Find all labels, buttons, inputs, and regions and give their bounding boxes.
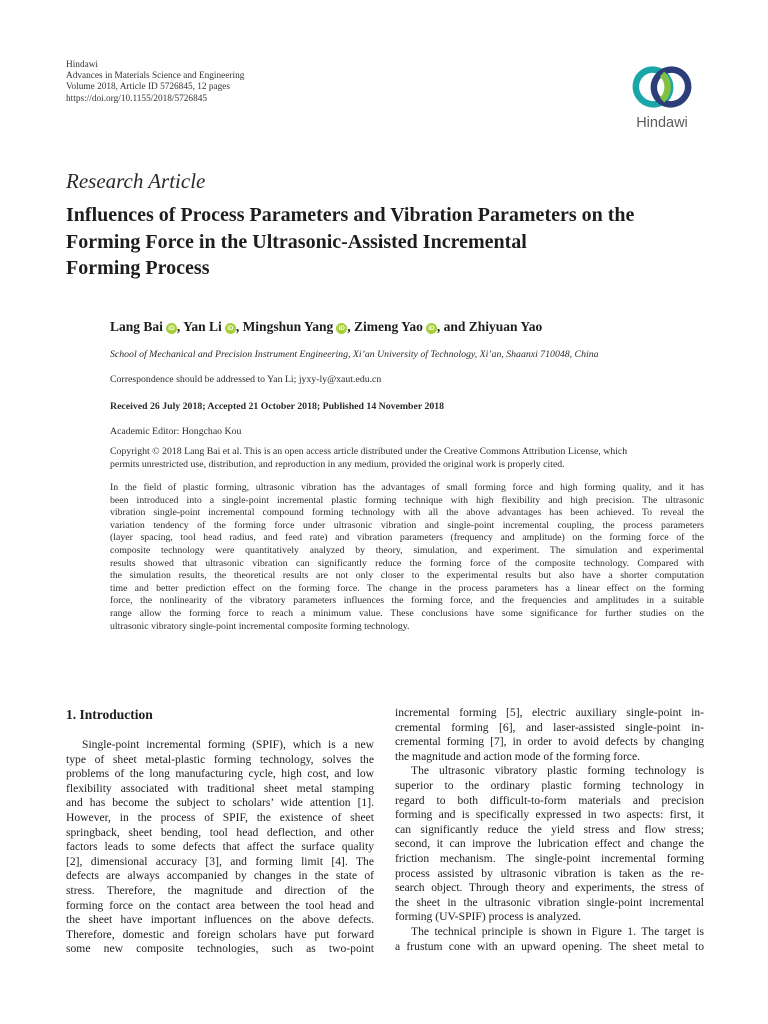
body-line: The ultrasonic vibratory plastic forming technology is bbox=[411, 764, 704, 778]
body-line: Single-point incremental forming (SPIF), which is a new bbox=[82, 738, 374, 751]
body-line: search object. Through theory and experiments, the stress of bbox=[395, 881, 704, 895]
orcid-icon[interactable]: iD bbox=[336, 323, 347, 334]
body-line: [2], dimensional accuracy [3], and forming limit [4]. The bbox=[66, 854, 374, 868]
author-separator: , bbox=[347, 319, 354, 334]
abstract-line: In the field of plastic forming, ultrasonic vibration has the advantages of small forming force and high forming quality, and it has bbox=[110, 482, 704, 493]
body-column-right bbox=[395, 706, 704, 954]
body-line: regard to both difficult-to-form materials and precision bbox=[395, 793, 704, 807]
abstract-line: range allow the forming force to reach a minimum value. These conclusions have some significance for further studies on the bbox=[110, 607, 704, 619]
abstract bbox=[110, 482, 704, 633]
journal-header bbox=[66, 60, 244, 105]
body-line: stress. Therefore, the magnitude and direction of the bbox=[66, 883, 374, 897]
orcid-icon[interactable]: iD bbox=[166, 323, 177, 334]
body-line: cremental forming [7], in order to avoid defects by changing bbox=[395, 735, 704, 749]
volume-info: Volume 2018, Article ID 5726845, 12 pages bbox=[66, 82, 231, 93]
copyright-line: permits unrestricted use, distribution, and reproduction in any medium, provided the original work is properly cited. bbox=[110, 458, 565, 470]
body-line: defects are always accompanied by changes in the state of bbox=[66, 869, 374, 883]
body-line: the sheet in the ultrasonic vibration single-point incremental bbox=[395, 895, 704, 909]
body-line: can significantly reduce the yield stress and flow stress; bbox=[395, 822, 704, 836]
body-line: process assisted by ultrasonic vibration is taken as the re- bbox=[395, 866, 704, 880]
body-line: Therefore, domestic and foreign scholars have put forward bbox=[66, 927, 374, 941]
abstract-line: (layer spacing, tool head radius, and feed rate) and vibration parameters (frequency and amplitude) on the forming force of the bbox=[110, 532, 704, 544]
body-line: and has become the subject to scholars’ wide attention [1]. bbox=[66, 796, 374, 810]
copyright-line: Copyright © 2018 Lang Bai et al. This is an open access article distributed under the Creative Commons Attribution License, which bbox=[110, 446, 628, 457]
author-separator: , bbox=[235, 319, 243, 334]
hindawi-logo bbox=[626, 60, 698, 138]
publisher-name: Hindawi bbox=[66, 60, 99, 70]
publication-dates: Received 26 July 2018; Accepted 21 October 2018; Published 14 November 2018 bbox=[110, 401, 445, 412]
body-line: incremental forming [5], electric auxiliary single-point in- bbox=[395, 706, 704, 719]
hindawi-rings-icon bbox=[626, 60, 698, 114]
author-name[interactable]: Lang Bai bbox=[110, 319, 163, 334]
article-title bbox=[66, 202, 726, 282]
body-column-left bbox=[66, 738, 374, 957]
abstract-line: been introduced into a single-point incremental plastic forming technique with high flexibility and high precision. The ultrasonic bbox=[110, 494, 704, 506]
body-line: forming force on the contact area between the tool head and bbox=[66, 898, 374, 912]
body-line: friction mechanism. The single-point incremental forming bbox=[395, 851, 704, 865]
body-line: superior to the ordinary plastic forming technology in bbox=[395, 778, 704, 792]
article-type: Research Article bbox=[66, 169, 206, 193]
abstract-line: ultrasonic vibratory single-point incremental composite forming technology. bbox=[110, 620, 410, 632]
body-line: a frustum cone with an upward opening. The sheet metal to bbox=[395, 939, 704, 953]
body-line: type of sheet metal-plastic forming technology, solves the bbox=[66, 752, 374, 766]
author-name[interactable]: Zimeng Yao bbox=[353, 319, 423, 334]
author-list bbox=[110, 319, 542, 335]
author-separator: , and bbox=[436, 319, 469, 334]
body-line: the sheet have important influences on the above defects. bbox=[66, 913, 374, 927]
author-separator: , bbox=[176, 319, 184, 334]
abstract-line: composite technology were quantitatively analyzed by theory, simulation, and experiment. The simulation and experimental bbox=[110, 544, 704, 556]
body-line: factors leads to some defects that affect the surface quality bbox=[66, 840, 374, 854]
body-line: cremental forming [6], and laser-assisted single-point in- bbox=[395, 720, 704, 734]
body-line: second, it can improve the lubrication effect and change the bbox=[395, 837, 704, 851]
orcid-icon[interactable]: iD bbox=[426, 323, 437, 334]
body-line: the magnitude and action mode of the forming force. bbox=[395, 749, 640, 763]
title-line: Influences of Process Parameters and Vibration Parameters on the bbox=[66, 204, 635, 226]
abstract-line: variation tendency of the forming force under ultrasonic vibration and single-point incremental coupling, the process parameters bbox=[110, 519, 704, 531]
title-line: Forming Force in the Ultrasonic-Assisted Incremental bbox=[66, 230, 527, 253]
logo-wordmark: Hindawi bbox=[636, 115, 688, 131]
abstract-line: the simulation results, the theoretical results are not only closer to the experimental results but also have a shorter computation bbox=[110, 570, 704, 582]
academic-editor: Academic Editor: Hongchao Kou bbox=[110, 426, 242, 437]
body-line: springback, sheet bending, tool head deflection, and other bbox=[66, 825, 374, 839]
body-line: forming and is specifically expressed in two aspects: first, it bbox=[395, 808, 704, 822]
body-line: However, in the process of SPIF, the existence of sheet bbox=[66, 810, 374, 824]
affiliation: School of Mechanical and Precision Instrument Engineering, Xi’an University of Technology, Xi’an, Shaanxi 710048, China bbox=[110, 349, 599, 360]
abstract-line: time and better prediction effect on the forming force. The change in the process parameters has a linear effect on the forming bbox=[110, 582, 704, 594]
journal-name: Advances in Materials Science and Engineering bbox=[66, 71, 245, 82]
title-line: Forming Process bbox=[66, 257, 210, 279]
doi-link[interactable]: https://doi.org/10.1155/2018/5726845 bbox=[66, 93, 208, 104]
orcid-icon[interactable]: iD bbox=[225, 323, 236, 334]
section-heading-introduction: 1. Introduction bbox=[66, 707, 153, 722]
abstract-line: vibration single-point incremental compound forming technology with all the above advantages has been achieved. To reveal the bbox=[110, 507, 704, 519]
abstract-line: force, the nonlinearity of the vibratory parameters influences the forming force, and the frequencies and amplitudes in a suitable bbox=[110, 595, 704, 607]
body-line: The technical principle is shown in Figure 1. The target is bbox=[411, 924, 704, 938]
body-line: problems of the long manufacturing cycle, high cost, and low bbox=[66, 767, 374, 781]
copyright-notice bbox=[110, 446, 704, 471]
body-line: some new composite technologies, such as two-point bbox=[66, 942, 374, 956]
body-line: flexibility associated with traditional sheet metal stamping bbox=[66, 781, 374, 795]
author-name[interactable]: Zhiyuan Yao bbox=[468, 319, 543, 334]
author-name[interactable]: Mingshun Yang bbox=[242, 319, 334, 334]
correspondence: Correspondence should be addressed to Yan Li; jyxy-ly@xaut.edu.cn bbox=[110, 374, 382, 385]
abstract-line: results showed that ultrasonic vibration can significantly reduce the forming force of the composite technology. Compared with bbox=[110, 557, 704, 569]
author-name[interactable]: Yan Li bbox=[183, 319, 222, 334]
body-line: forming (UV-SPIF) process is analyzed. bbox=[395, 910, 582, 924]
